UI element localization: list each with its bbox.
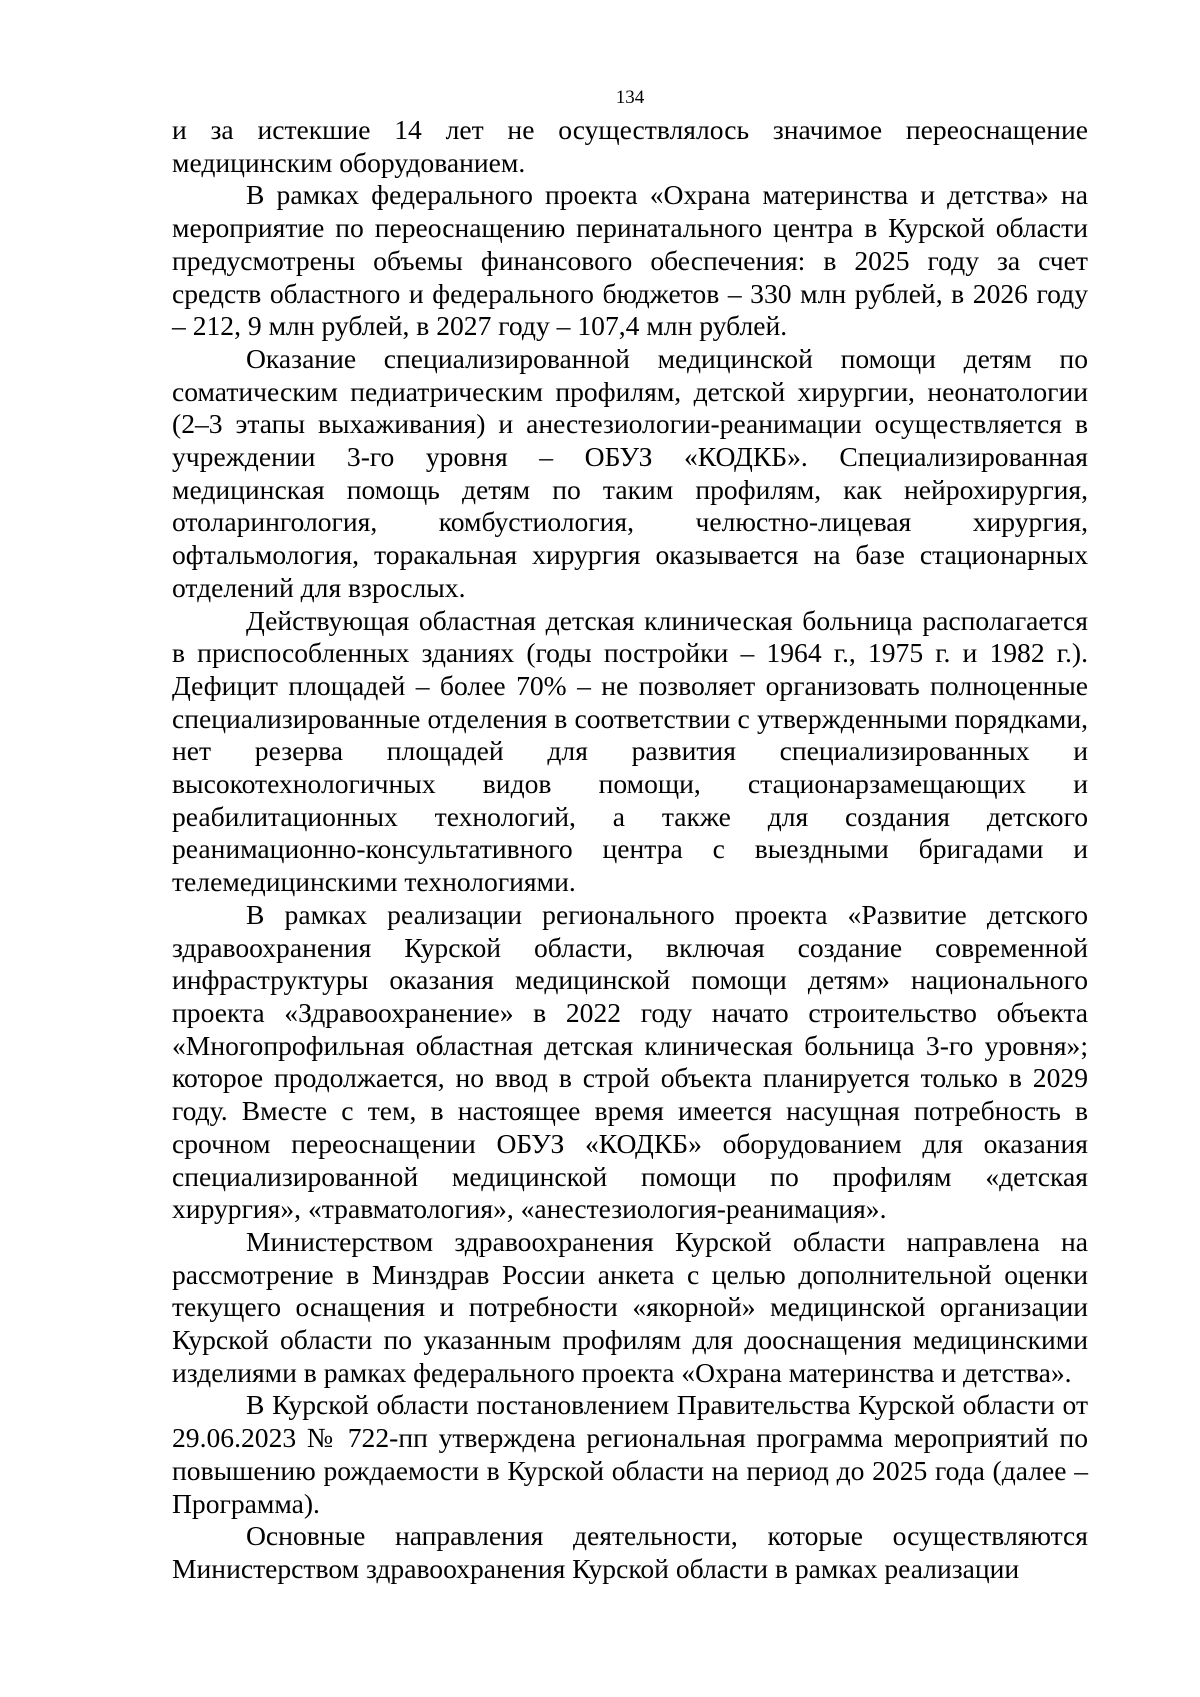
paragraph-1: и за истекшие 14 лет не осуществлялось значимое переоснащение медицинским оборудованием. <box>172 114 1088 178</box>
paragraph-3: Оказание специализированной медицинской помощи детям по соматическим педиатрическим профилям, детской хирургии, неонатологии (2–3 этапы выхаживания) и анестезиологии-реанимации осуществляется в учреждении 3-го уровня – ОБУЗ «КОДКБ». Специализированная медицинская помощь детям по таким профилям, как нейрохирургия, отоларингология, комбустиология, челюстно-лицевая хирургия, офтальмология, торакальная хирургия оказывается на базе стационарных отделений для взрослых. <box>172 342 1088 603</box>
paragraph-7: В Курской области постановлением Правительства Курской области от 29.06.2023 № 722-пп утверждена региональная программа мероприятий по повышению рождаемости в Курской области на период до 2025 года (далее – Программа). <box>172 1389 1088 1519</box>
paragraph-5: В рамках реализации регионального проекта «Развитие детского здравоохранения Курской области, включая создание современной инфраструктуры оказания медицинской помощи детям» национального проекта «Здравоохранение» в 2022 году начато строительство объекта «Многопрофильная областная детская клиническая больница 3-го уровня»; которое продолжается, но ввод в строй объекта планируется только в 2029 году. Вместе с тем, в настоящее время имеется насущная потребность в срочном переоснащении ОБУЗ «КОДКБ» оборудованием для оказания специализированной медицинской помощи по профилям «детская хирургия», «травматология», «анестезиология-реанимация». <box>172 898 1088 1225</box>
paragraph-2: В рамках федерального проекта «Охрана материнства и детства» на мероприятие по переоснащению перинатального центра в Курской области предусмотрены объемы финансового обеспечения: в 2025 году за счет средств областного и федерального бюджетов – 330 млн рублей, в 2026 году – 212, 9 млн рублей, в 2027 году – 107,4 млн рублей. <box>172 179 1088 342</box>
paragraph-8: Основные направления деятельности, которые осуществляются Министерством здравоохранения Курской области в рамках реализации <box>172 1520 1088 1584</box>
document-body <box>172 114 1088 1586</box>
page-number: 134 <box>615 87 645 108</box>
paragraph-4: Действующая областная детская клиническая больница располагается в приспособленных зданиях (годы постройки – 1964 г., 1975 г. и 1982 г.). Дефицит площадей – более 70% – не позволяет организовать полноценные специализированные отделения в соответствии с утвержденными порядками, нет резерва площадей для развития специализированных и высокотехнологичных видов помощи, стационарзамещающих и реабилитационных технологий, а также для создания детского реанимационно-консультативного центра с выездными бригадами и телемедицинскими технологиями. <box>172 604 1088 898</box>
paragraph-6: Министерством здравоохранения Курской области направлена на рассмотрение в Минздрав России анкета с целью дополнительной оценки текущего оснащения и потребности «якорной» медицинской организации Курской области по указанным профилям для дооснащения медицинскими изделиями в рамках федерального проекта «Охрана материнства и детства». <box>172 1225 1088 1388</box>
